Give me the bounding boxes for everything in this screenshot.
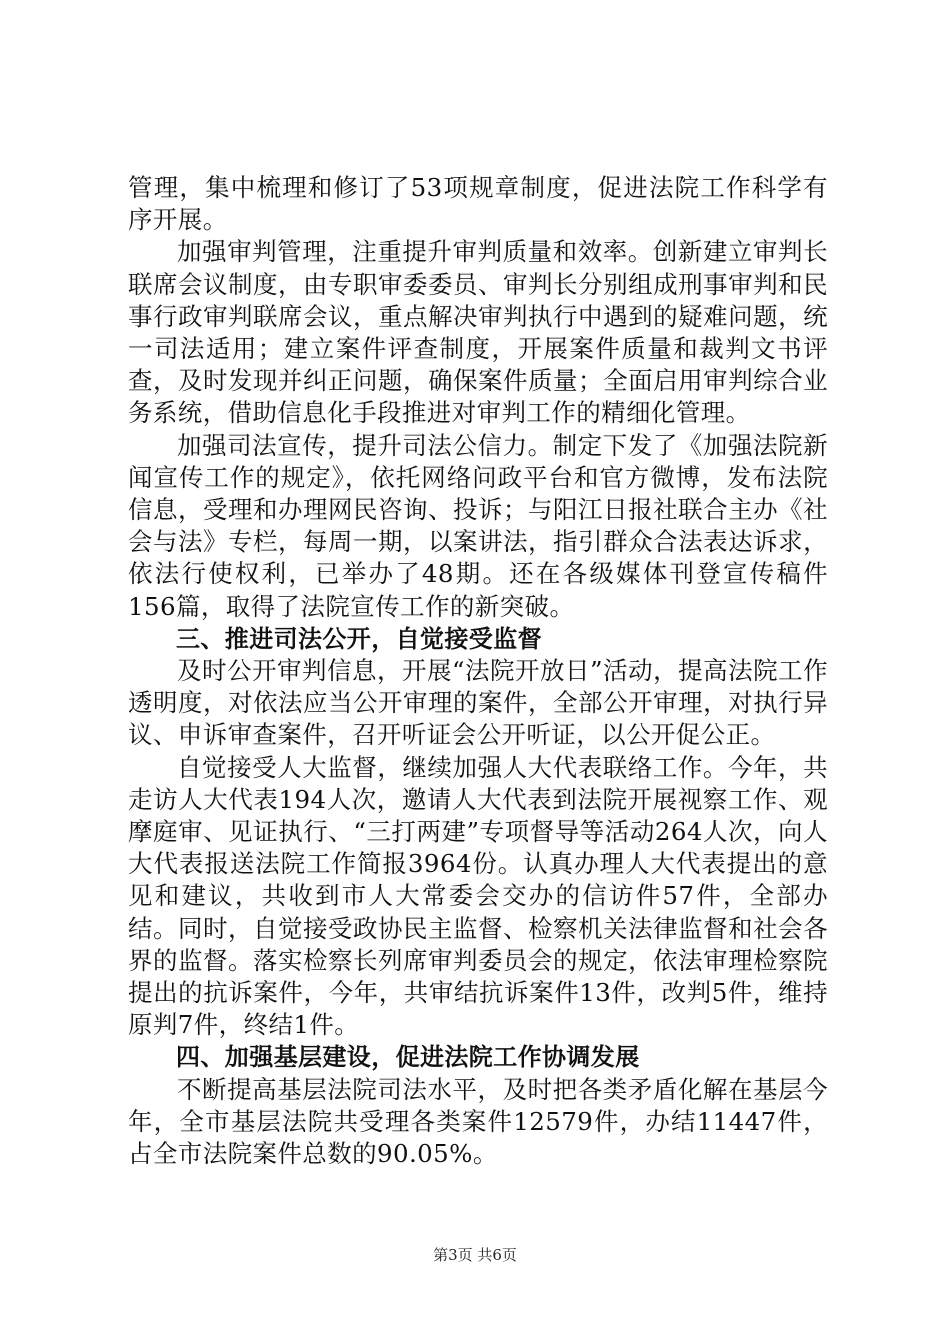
paragraph: 加强审判管理，注重提升审判质量和效率。创新建立审判长联席会议制度，由专职审委委员、审判长分别组成刑事审判和民事行政审判联席会议，重点解决审判执行中遇到的疑难问题，统一司法适用；建立案件评查制度，开展案件质量和裁判文书评查，及时发现并纠正问题，确保案件质量；全面启用审判综合业务系统，借助信息化手段推进对审判工作的精细化管理。 <box>128 237 828 428</box>
section-heading: 三、推进司法公开，自觉接受监督 <box>176 624 542 653</box>
document-body <box>128 172 828 1170</box>
paragraph: 不断提高基层法院司法水平，及时把各类矛盾化解在基层今年，全市基层法院共受理各类案件12579件，办结11447件，占全市法院案件总数的90.05%。 <box>128 1074 828 1169</box>
paragraph: 加强司法宣传，提升司法公信力。制定下发了《加强法院新闻宣传工作的规定》，依托网络问政平台和官方微博，发布法院信息，受理和办理网民咨询、投诉；与阳江日报社联合主办《社会与法》专栏，每周一期，以案讲法，指引群众合法表达诉求，依法行使权利，已举办了48期。还在各级媒体刊登宣传稿件156篇，取得了法院宣传工作的新突破。 <box>128 430 828 621</box>
paragraph: 管理，集中梳理和修订了53项规章制度，促进法院工作科学有序开展。 <box>128 173 828 235</box>
section-heading: 四、加强基层建设，促进法院工作协调发展 <box>176 1043 640 1072</box>
page-footer: 第3页 共6页 <box>433 1246 517 1264</box>
paragraph: 及时公开审判信息，开展“法院开放日”活动，提高法院工作透明度，对依法应当公开审理的案件，全部公开审理，对执行异议、申诉审查案件，召开听证会公开听证，以公开促公正。 <box>128 656 828 750</box>
paragraph: 自觉接受人大监督，继续加强人大代表联络工作。今年，共走访人大代表194人次，邀请人大代表到法院开展视察工作、观摩庭审、见证执行、“三打两建”专项督导等活动264人次，向人大代表报送法院工作简报3964份。认真办理人大代表提出的意见和建议，共收到市人大常委会交办的信访件57件，全部办结。同时，自觉接受政协民主监督、检察机关法律监督和社会各界的监督。落实检察长列席审判委员会的规定，依法审理检察院提出的抗诉案件，今年，共审结抗诉案件13件，改判5件，维持原判7件，终结1件。 <box>128 752 828 1040</box>
